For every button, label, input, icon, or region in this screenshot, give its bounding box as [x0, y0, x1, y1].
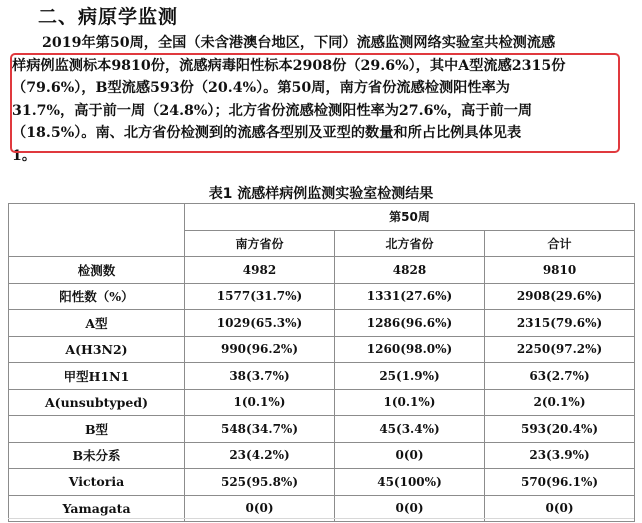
cell-total: 0(0): [485, 495, 635, 522]
table-row: [9, 442, 635, 469]
cell-north: 4828: [335, 257, 485, 284]
cell-north: 1(0.1%): [335, 389, 485, 416]
results-table-body: [9, 204, 635, 522]
row-label: A型: [9, 310, 185, 337]
cell-south: 990(96.2%): [185, 336, 335, 363]
cell-north: 0(0): [335, 495, 485, 522]
table-row: [9, 469, 635, 496]
cell-north: 45(100%): [335, 469, 485, 496]
cell-total: 63(2.7%): [485, 363, 635, 390]
cell-north: 45(3.4%): [335, 416, 485, 443]
cell-total: 2908(29.6%): [485, 283, 635, 310]
table-caption: 表1 流感样病例监测实验室检测结果: [208, 186, 434, 202]
cell-north: 1260(98.0%): [335, 336, 485, 363]
cell-north: 1286(96.6%): [335, 310, 485, 337]
row-label: Victoria: [9, 469, 185, 496]
table-row: [9, 336, 635, 363]
cell-south: 1029(65.3%): [185, 310, 335, 337]
cell-north: 0(0): [335, 442, 485, 469]
paragraph-line: 2019年第50周，全国（未含港澳台地区，下同）流感监测网络实验室共检测流感: [42, 35, 556, 51]
table-row: [9, 389, 635, 416]
row-label: 阳性数（%）: [9, 283, 185, 310]
cell-south: 548(34.7%): [185, 416, 335, 443]
table-row: [9, 363, 635, 390]
cell-south: 23(4.2%): [185, 442, 335, 469]
table-row: [9, 257, 635, 284]
cell-total: 9810: [485, 257, 635, 284]
paragraph-line: 1。: [12, 147, 37, 164]
cell-south: 4982: [185, 257, 335, 284]
table-row: [9, 310, 635, 337]
surveillance-paragraph: [12, 32, 624, 167]
row-label: B型: [9, 416, 185, 443]
row-label: B未分系: [9, 442, 185, 469]
cell-total: 23(3.9%): [485, 442, 635, 469]
cell-south: 1(0.1%): [185, 389, 335, 416]
paragraph-line: 31.7%，高于前一周（24.8%）；北方省份流感检测阳性率为27.6%，高于前一周: [12, 102, 533, 119]
week-group-header: 第50周: [185, 204, 635, 231]
row-label: Yamagata: [9, 495, 185, 522]
table-header-row: [9, 204, 635, 231]
column-header-total: 合计: [485, 230, 635, 257]
paragraph-line: （18.5%）。南、北方省份检测到的流感各型别及亚型的数量和所占比例具体见表: [12, 125, 522, 141]
bottom-divider: [8, 518, 634, 519]
cell-north: 1331(27.6%): [335, 283, 485, 310]
cell-total: 2250(97.2%): [485, 336, 635, 363]
row-label: A(H3N2): [9, 336, 185, 363]
table-row: [9, 416, 635, 443]
cell-total: 593(20.4%): [485, 416, 635, 443]
cell-south: 525(95.8%): [185, 469, 335, 496]
table-corner-cell: [9, 204, 185, 257]
paragraph-line: （79.6%），B型流感593份（20.4%）。第50周，南方省份流感检测阳性率为: [12, 80, 510, 96]
row-label: 检测数: [9, 257, 185, 284]
cell-north: 25(1.9%): [335, 363, 485, 390]
paragraph-line: 样病例监测标本9810份，流感病毒阳性标本2908份（29.6%），其中A型流感2315份: [12, 57, 566, 74]
cell-total: 2(0.1%): [485, 389, 635, 416]
cell-south: 38(3.7%): [185, 363, 335, 390]
results-table: [8, 203, 635, 522]
row-label: 甲型H1N1: [9, 363, 185, 390]
cell-south: 1577(31.7%): [185, 283, 335, 310]
cell-total: 570(96.1%): [485, 469, 635, 496]
section-heading: 二、病原学监测: [38, 6, 179, 28]
column-header-south: 南方省份: [185, 230, 335, 257]
cell-south: 0(0): [185, 495, 335, 522]
column-header-north: 北方省份: [335, 230, 485, 257]
table-row: [9, 283, 635, 310]
cell-total: 2315(79.6%): [485, 310, 635, 337]
row-label: A(unsubtyped): [9, 389, 185, 416]
